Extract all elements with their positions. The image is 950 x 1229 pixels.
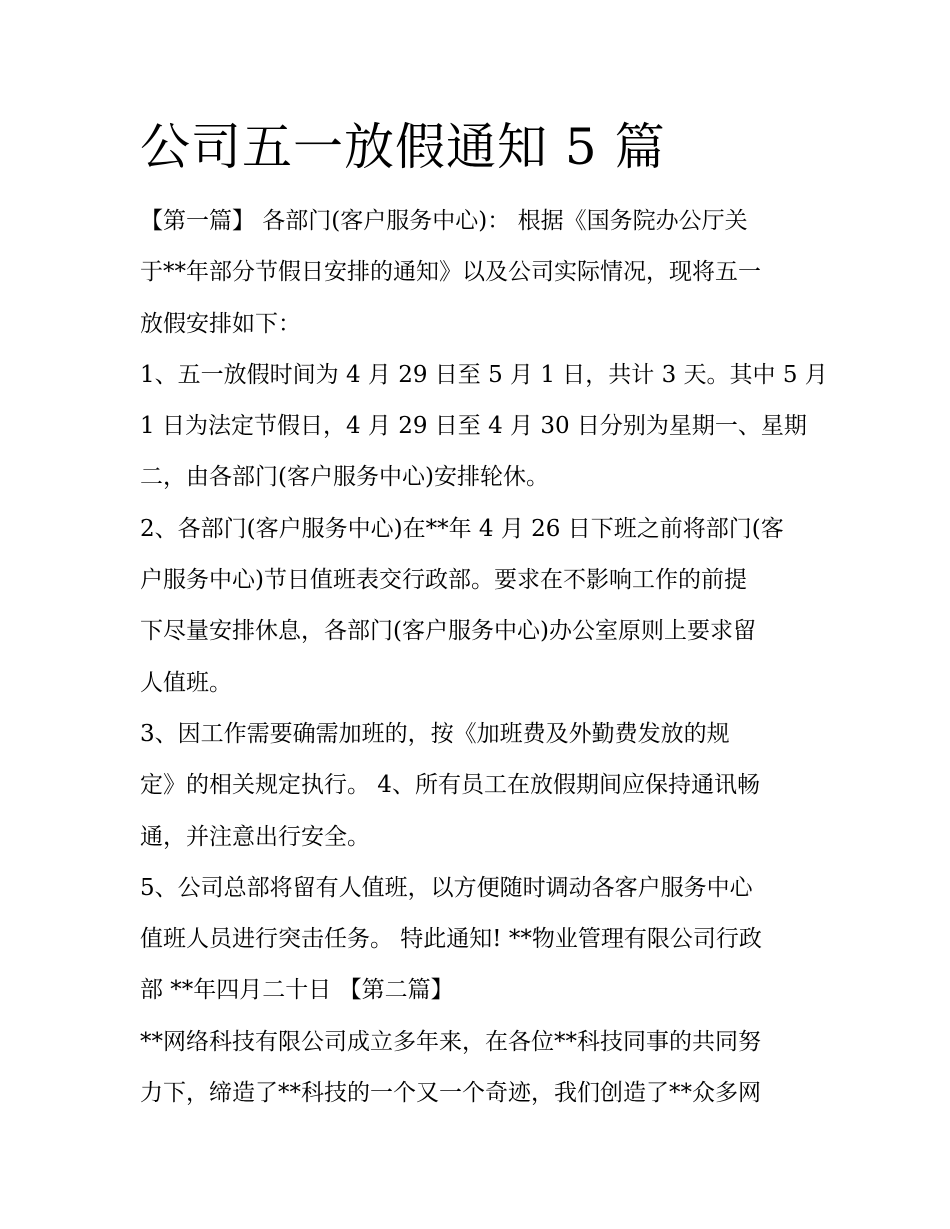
- body-line: 1 日为法定节假日，4 月 29 日至 4 月 30 日分别为星期一、星期: [140, 413, 807, 440]
- body-line: 值班人员进行突击任务。 特此通知! **物业管理有限公司行政: [140, 926, 762, 953]
- body-line: 【第一篇】 各部门(客户服务中心)： 根据《国务院办公厅关: [140, 208, 748, 234]
- document-title: 公司五一放假通知 5 篇: [140, 118, 666, 176]
- document-body: [140, 196, 828, 1119]
- body-line: 部 **年四月二十日 【第二篇】: [140, 977, 454, 1004]
- body-line: 2、各部门(客户服务中心)在**年 4 月 26 日下班之前将部门(客: [140, 515, 784, 542]
- body-line: 二，由各部门(客户服务中心)安排轮休。: [140, 464, 549, 491]
- body-line: 人值班。: [140, 669, 232, 696]
- body-line: 于**年部分节假日安排的通知》以及公司实际情况，现将五一: [140, 259, 761, 286]
- body-line: 力下，缔造了**科技的一个又一个奇迹，我们创造了**众多网: [140, 1080, 761, 1107]
- body-line: 放假安排如下：: [140, 310, 301, 337]
- body-line: **网络科技有限公司成立多年来，在各位**科技同事的共同努: [140, 1028, 761, 1055]
- body-line: 3、因工作需要确需加班的，按《加班费及外勤费发放的规: [140, 720, 730, 747]
- body-line: 定》的相关规定执行。 4、所有员工在放假期间应保持通讯畅: [140, 772, 760, 799]
- body-line: 1、五一放假时间为 4 月 29 日至 5 月 1 日，共计 3 天。其中 5 月: [140, 361, 828, 388]
- body-line: 通，并注意出行安全。: [140, 823, 370, 850]
- body-line: 5、公司总部将留有人值班，以方便随时调动各客户服务中心: [140, 874, 753, 901]
- body-line: 户服务中心)节日值班表交行政部。要求在不影响工作的前提: [140, 567, 747, 594]
- body-line: 下尽量安排休息，各部门(客户服务中心)办公室原则上要求留: [140, 618, 756, 645]
